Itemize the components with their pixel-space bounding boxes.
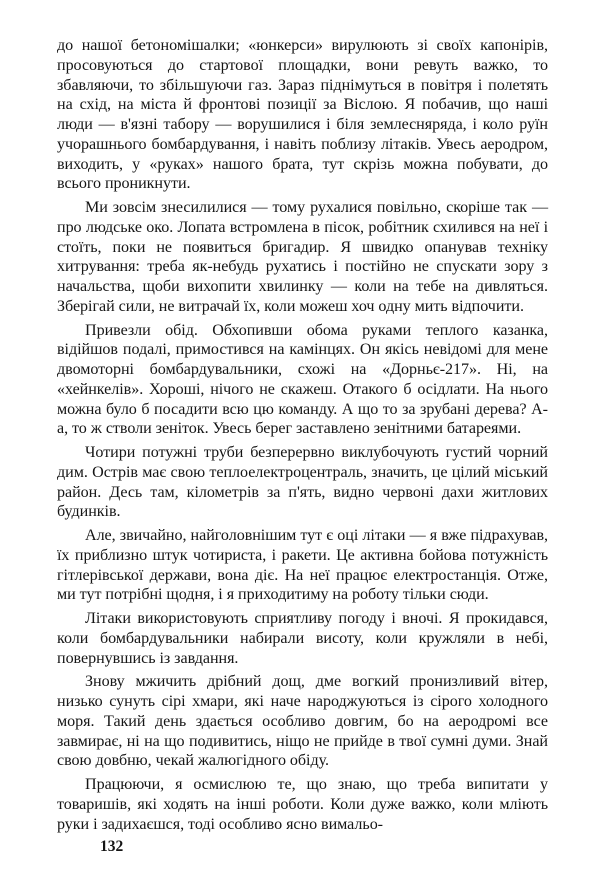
paragraph-7: Знову мжичить дрібний дощ, дме вогкий пронизливий вітер, низько сунуть сірі хмари, які наче народжуються із сірого холодного моря. Такий день здається особливо довгим, бо на аеродромі все завмирає, ні на що подивитись, ніщо не прийде в твої сумні думи. Знай свою довбню, чекай жалюгідного обіду. [57, 673, 548, 770]
paragraph-8: Працюючи, я осмислюю те, що знаю, що треба випитати у товаришів, які ходять на інші роботи. Коли дуже важко, коли мліють руки і задихаєшся, тоді особливо ясно вимальо- [57, 776, 548, 833]
paragraph-1: до нашої бетономішалки; «юнкерси» вирулюють зі своїх капонірів, просовуються до стартової площадки, вони ревуть важко, то збавляючи, то збільшуючи газ. Зараз піднімуться в повітря і полетять на схід, на міста й фронтові позиції за Віслою. Я побачив, що наші люди — в'язні табору — ворушилися і біля землесняряда, і коло руїн учорашнього бомбардування, і навіть поблизу літаків. Увесь аеродром, виходить, у «руках» нашого брата, тут скрізь можна побувати, до всього проникнути. [57, 37, 548, 193]
paragraph-6: Літаки використовують сприятливу погоду і вночі. Я прокидався, коли бомбардувальники набирали висоту, коли кружляли в небі, повернувшись із завдання. [57, 610, 548, 667]
paragraph-5: Але, звичайно, найголовнішим тут є оці літаки — я вже підрахував, їх приблизно штук чотириста, і ракети. Це активна бойова потужність гітлерівської держави, вона діє. На неї працює електростанція. Отже, ми тут потрібні щодня, і я приходитиму на роботу тільки сюди. [57, 527, 548, 604]
paragraph-3: Привезли обід. Обхопивши обома руками теплого казанка, відійшов подалі, примостився на камінцях. Он якісь невідомі для мене двомоторні бомбардувальники, схожі на «Дорньє-217». Ні, на «хейнкелів». Хороші, нічого не скажеш. Отакого б осідлати. На нього можна було б посадити всю цю команду. А що то за зрубані дерева? А-а, то ж стволи зеніток. Увесь берег заставлено зенітними батареями. [57, 321, 548, 438]
page-number: 132 [100, 838, 124, 855]
paragraph-4: Чотири потужні труби безперервно виклубочують густий чорний дим. Острів має свою теплоелектроцентраль, значить, це цілий міський район. Десь там, кілометрів за п'ять, видно червоні дахи житлових будинків. [57, 444, 548, 521]
body-text [57, 36, 548, 838]
paragraph-2: Ми зовсім знесилилися — тому рухалися повільно, скоріше так — про людське око. Лопата встромлена в пісок, робітник схилився на неї і стоїть, поки не появиться бригадир. Я швидко опанував техніку хитрування: треба як-небудь рухатись і постійно не спускати зору з начальства, щоби вихопити хвилинку — коли на тебе на дивляться. Зберігай сили, не витрачай їх, коли можеш хоч одну мить відпочити. [57, 199, 548, 315]
